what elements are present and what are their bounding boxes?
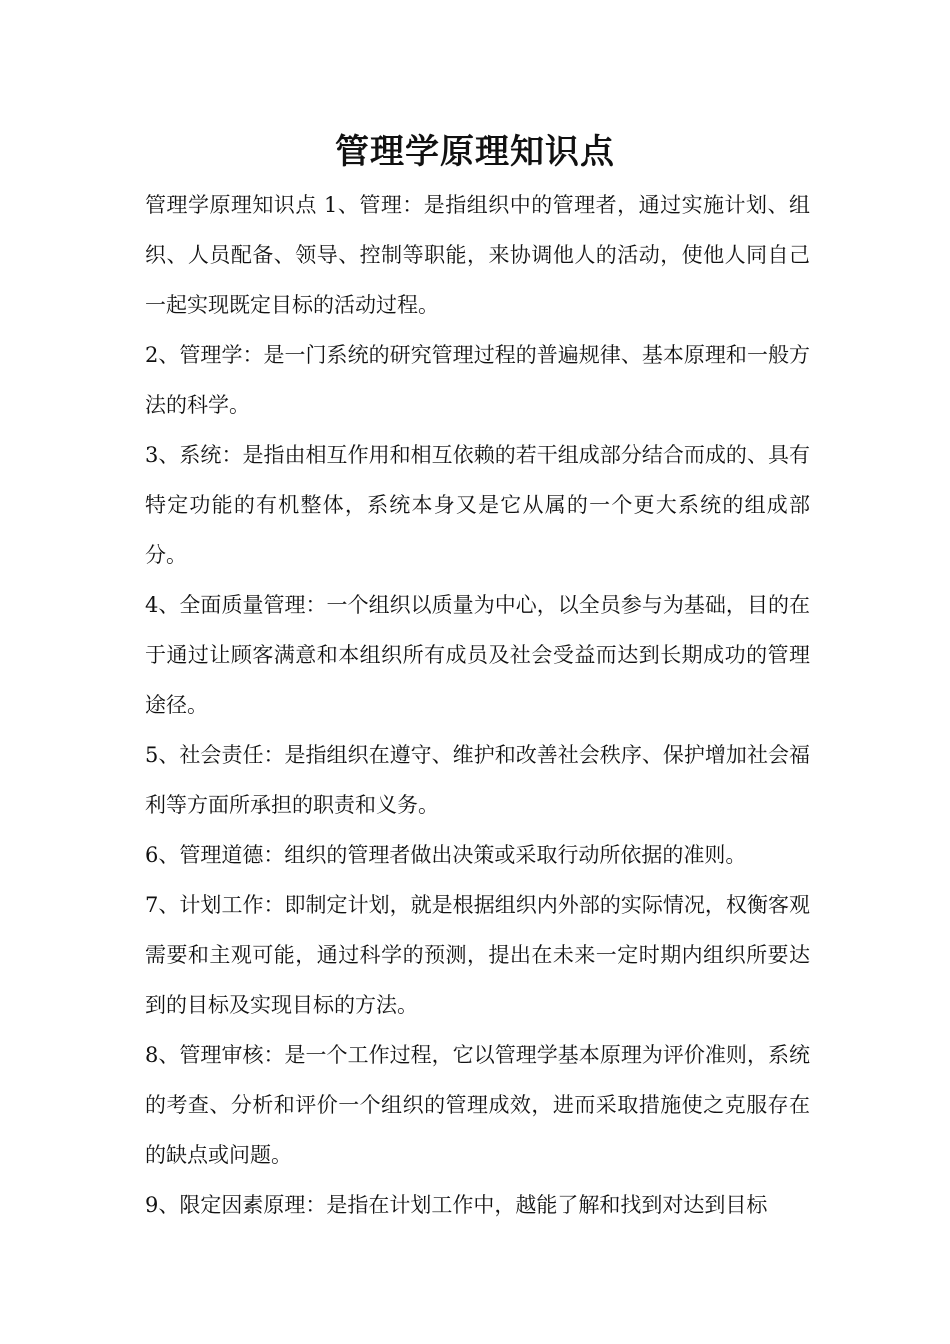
paragraph-6: 6、管理道德：组织的管理者做出决策或采取行动所依据的准则。 — [145, 843, 747, 867]
document-title: 管理学原理知识点 — [335, 132, 615, 172]
paragraph-9: 9、限定因素原理：是指在计划工作中，越能了解和找到对达到目标 — [145, 1193, 768, 1217]
document-body — [145, 180, 810, 1230]
paragraph-8: 8、管理审核：是一个工作过程，它以管理学基本原理为评价准则，系统的考查、分析和评价一个组织的管理成效，进而采取措施使之克服存在的缺点或问题。 — [145, 1043, 810, 1167]
paragraph-7: 7、计划工作：即制定计划，就是根据组织内外部的实际情况，权衡客观需要和主观可能，通过科学的预测，提出在未来一定时期内组织所要达到的目标及实现目标的方法。 — [145, 893, 810, 1017]
paragraph-1: 管理学原理知识点 1、管理：是指组织中的管理者，通过实施计划、组织、人员配备、领导、控制等职能，来协调他人的活动，使他人同自己一起实现既定目标的活动过程。 — [145, 193, 810, 317]
paragraph-5: 5、社会责任：是指组织在遵守、维护和改善社会秩序、保护增加社会福利等方面所承担的职责和义务。 — [145, 743, 810, 817]
paragraph-3: 3、系统：是指由相互作用和相互依赖的若干组成部分结合而成的、具有特定功能的有机整体，系统本身又是它从属的一个更大系统的组成部分。 — [145, 443, 810, 567]
paragraph-4: 4、全面质量管理：一个组织以质量为中心，以全员参与为基础，目的在于通过让顾客满意和本组织所有成员及社会受益而达到长期成功的管理途径。 — [145, 593, 810, 717]
paragraph-2: 2、管理学：是一门系统的研究管理过程的普遍规律、基本原理和一般方法的科学。 — [145, 343, 810, 417]
